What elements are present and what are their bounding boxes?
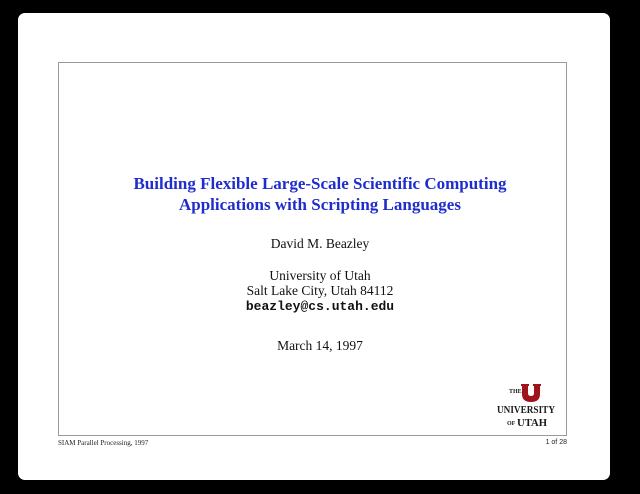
author-name: David M. Beazley xyxy=(270,236,370,251)
slide-title xyxy=(0,173,640,215)
page-indicator: 1 of 28 xyxy=(545,439,567,446)
title-line-2: Applications with Scripting Languages xyxy=(179,195,461,214)
logo-text-the: THE xyxy=(509,389,522,395)
logo-text-university: UNIVERSITY xyxy=(497,405,556,416)
title-line-1: Building Flexible Large-Scale Scientific Computing xyxy=(133,174,507,193)
utah-u-emblem xyxy=(521,384,541,402)
email-address: beazley@cs.utah.edu xyxy=(245,299,395,314)
university-logo-graphic xyxy=(495,383,557,429)
logo-text-of: OF xyxy=(507,421,516,427)
address: Salt Lake City, Utah 84112 xyxy=(246,283,394,298)
university-of-utah-logo xyxy=(495,383,557,429)
institution: University of Utah xyxy=(269,268,371,283)
logo-text-utah: UTAH xyxy=(517,417,548,429)
presentation-date: March 14, 1997 xyxy=(277,338,363,353)
footer-conference: SIAM Parallel Processing, 1997 xyxy=(58,439,149,447)
